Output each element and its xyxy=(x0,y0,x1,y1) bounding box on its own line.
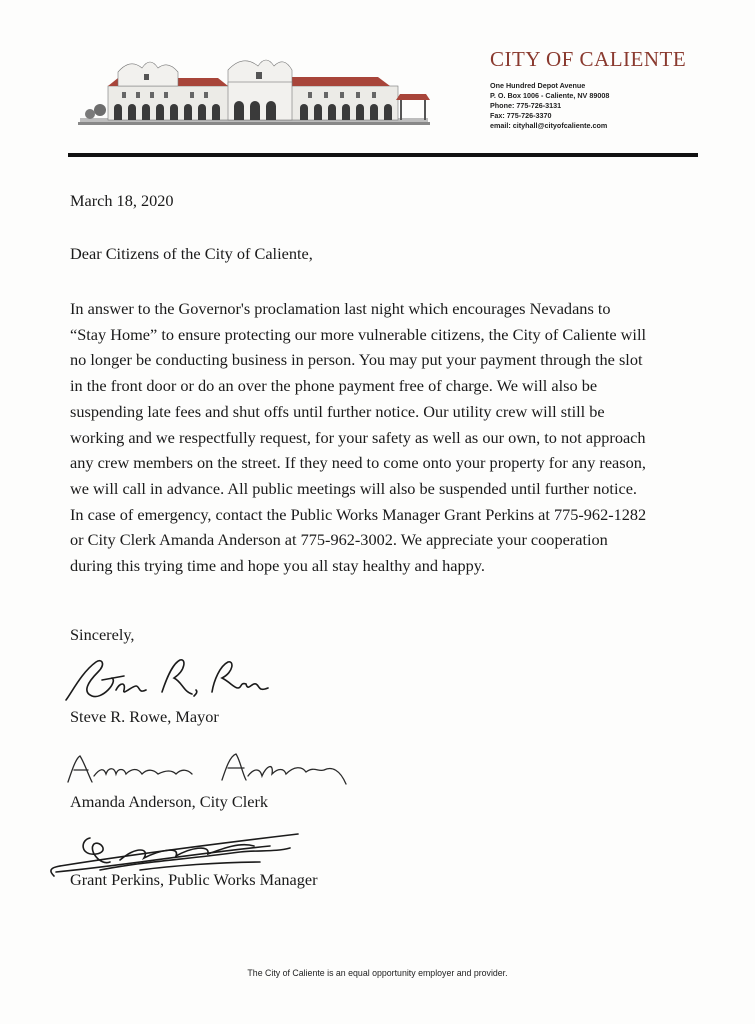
signer-city-clerk: Amanda Anderson, City Clerk xyxy=(70,792,269,811)
body-line: in the front door or do an over the phone payment free of charge. We will also be xyxy=(70,376,598,396)
body-line: “Stay Home” to ensure protecting our more vulnerable citizens, the City of Caliente will xyxy=(70,324,647,344)
body-line: or City Clerk Amanda Anderson at 775-962-3002. We appreciate your cooperation xyxy=(70,530,608,550)
body-line: during this trying time and hope you all stay healthy and happy. xyxy=(70,556,485,576)
letterhead-divider xyxy=(68,153,698,157)
body-line: we will call in advance. All public meetings will also be suspended until further notice. xyxy=(70,478,637,498)
salutation: Dear Citizens of the City of Caliente, xyxy=(70,244,313,263)
signature-amanda-anderson xyxy=(62,748,352,794)
body-line: working and we respectfully request, for your safety as well as our own, to not approach xyxy=(70,427,646,447)
body-line: In answer to the Governor's proclamation last night which encourages Nevadans to xyxy=(70,299,611,318)
body-line: suspending late fees and shut offs until further notice. Our utility crew will still be xyxy=(70,401,605,421)
address-line: One Hundred Depot Avenue xyxy=(490,81,586,90)
footer-statement: The City of Caliente is an equal opportunity employer and provider. xyxy=(247,968,508,978)
body-line: any crew members on the street. If they need to come onto your property for any reason, xyxy=(70,453,646,473)
po-box-line: P. O. Box 1006 - Caliente, NV 89008 xyxy=(490,91,610,101)
body-line: no longer be conducting business in person. You may put your payment through the slot xyxy=(70,350,643,370)
letter-body xyxy=(70,296,710,579)
closing: Sincerely, xyxy=(70,625,135,644)
fax-line: Fax: 775-726-3370 xyxy=(490,111,552,121)
depot-building-logo xyxy=(78,52,430,130)
letter-date: March 18, 2020 xyxy=(70,191,174,210)
body-line: In case of emergency, contact the Public Works Manager Grant Perkins at 775-962-1282 xyxy=(70,504,647,524)
phone-line: Phone: 775-726-3131 xyxy=(490,101,562,111)
contact-block xyxy=(490,81,609,131)
email-line: email: cityhall@cityofcaliente.com xyxy=(490,121,608,131)
signer-public-works-manager: Grant Perkins, Public Works Manager xyxy=(70,870,318,889)
signer-mayor: Steve R. Rowe, Mayor xyxy=(70,707,219,726)
city-name-heading: CITY OF CALIENTE xyxy=(490,47,687,71)
signature-steve-rowe xyxy=(62,652,272,708)
